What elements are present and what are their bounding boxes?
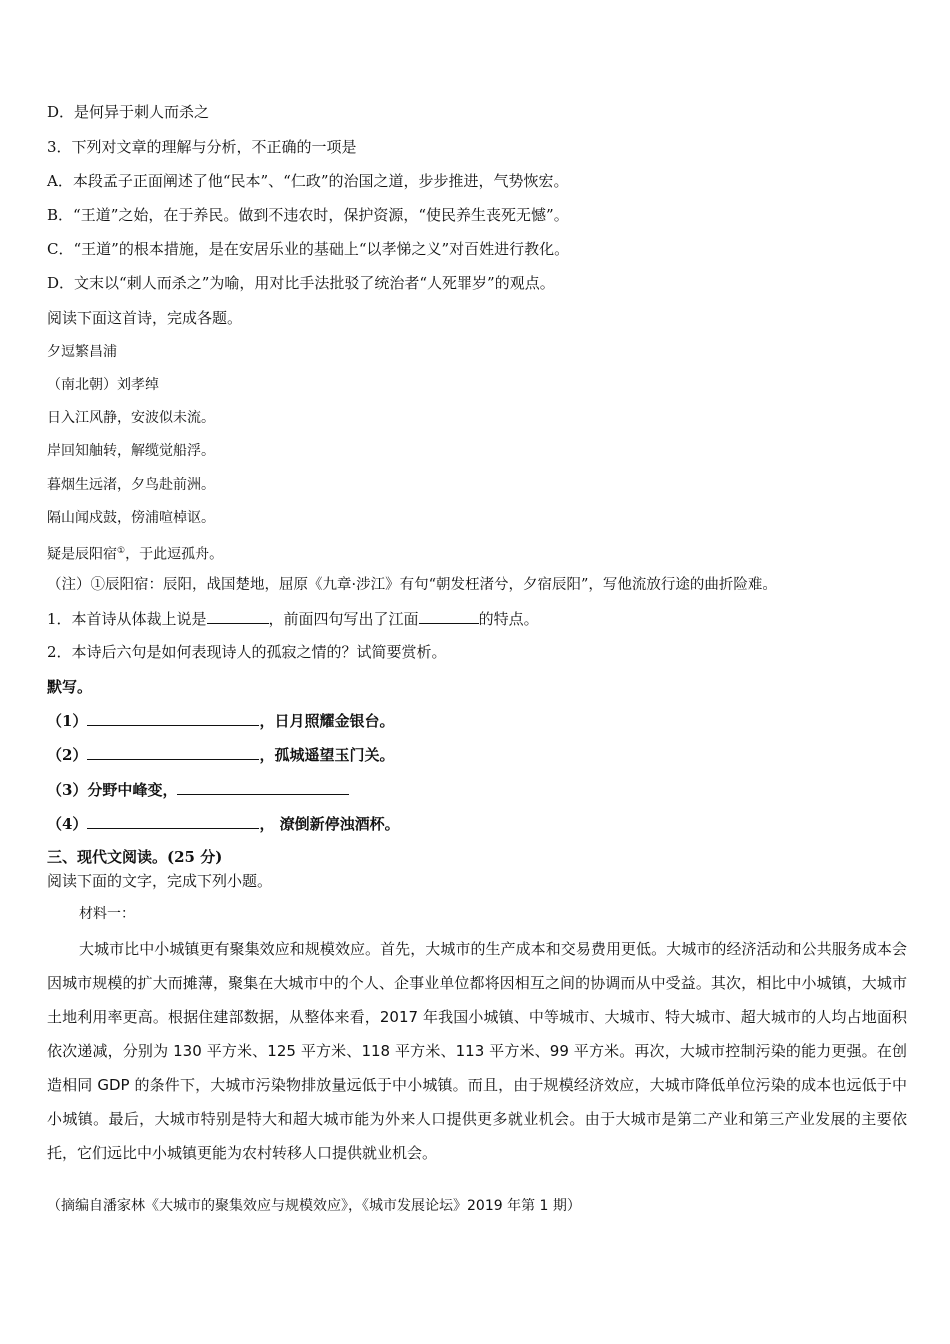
- option-b: B．“王道”之始，在于养民。做到不违农时，保护资源，“使民养生丧死无憾”。: [47, 206, 569, 224]
- dictation-blank[interactable]: [87, 813, 259, 829]
- dictation-item-3: （3）分野中峰变，: [47, 779, 349, 800]
- question-2: 2．本诗后六句是如何表现诗人的孤寂之情的？试简要赏析。: [47, 643, 447, 661]
- poem-line-1: 日入江风静，安波似未流。: [47, 410, 215, 426]
- footnote-mark: ①: [117, 546, 126, 556]
- poem-title: 夕逗繁昌浦: [47, 344, 117, 360]
- dictation-title: 默写。: [47, 678, 93, 696]
- option-a: A．本段孟子正面阐述了他“民本”、“仁政”的治国之道，步步推进，气势恢宏。: [47, 172, 569, 190]
- section-heading: 三、现代文阅读。(25 分): [47, 848, 223, 866]
- dictation-item-1: （1） ，日月照耀金银台。: [47, 712, 395, 730]
- question-3: 3．下列对文章的理解与分析，不正确的一项是: [47, 138, 357, 156]
- material-paragraph: 大城市比中小城镇更有聚集效应和规模效应。首先，大城市的生产成本和交易费用更低。大城市的经济活动和公共服务成本会因城市规模的扩大而摊薄，聚集在大城市中的个人、企事业单位都将因相互之间的协调而从中受益。其次，相比中小城镇，大城市土地利用率更高。根据住建部数据，从整体来看，2017 年我国小城镇、中等城市、大城市、特大城市、超大城市的人均占地面积依次递减，分别为 130 平方米、125 平方米、118 平方米、113 平方米、99 平方米。再次，大城市控制污染的能力更强。在创造相同 GDP 的条件下，大城市污染物排放量远低于中小城镇。而且，由于规模经济效应，大城市降低单位污染的成本也远低于中小城镇。最后，大城市特别是特大和超大城市能为外来人口提供更多就业机会。由于大城市是第二产业和第三产业发展的主要依托，它们远比中小城镇更能为农村转移人口提供就业机会。: [47, 940, 907, 1162]
- poem-note: （注）①辰阳宿：辰阳，战国楚地，屈原《九章·涉江》有句“朝发枉渚兮，夕宿辰阳”，写他流放行途的曲折险难。: [47, 577, 777, 593]
- dictation-blank[interactable]: [87, 744, 259, 760]
- section-instruction: 阅读下面的文字，完成下列小题。: [47, 872, 273, 890]
- poem-line-3: 暮烟生远渚，夕鸟赴前洲。: [47, 477, 215, 493]
- option-c: C．“王道”的根本措施，是在安居乐业的基础上“以孝悌之义”对百姓进行教化。: [47, 240, 570, 258]
- option-d: D．文末以“刺人而杀之”为喻，用对比手法批驳了统治者“人死罪岁”的观点。: [47, 274, 555, 292]
- poem-author: （南北朝）刘孝绰: [47, 377, 159, 393]
- dictation-blank[interactable]: [87, 710, 259, 726]
- poem-instruction: 阅读下面这首诗，完成各题。: [47, 309, 243, 327]
- question-1: 1．本首诗从体裁上说是 ，前面四句写出了江面 的特点。: [47, 610, 539, 628]
- dictation-blank[interactable]: [177, 779, 349, 795]
- poem-line-5: 疑是辰阳宿①，于此逗孤舟。: [47, 546, 224, 563]
- poem-line-2: 岸回知舳转，解缆觉船浮。: [47, 443, 215, 459]
- answer-blank[interactable]: [419, 608, 479, 624]
- answer-blank[interactable]: [207, 608, 269, 624]
- poem-line-4: 隔山闻戍鼓，傍浦喧棹讴。: [47, 510, 215, 526]
- dictation-item-2: （2） ，孤城遥望玉门关。: [47, 746, 395, 764]
- material-label: 材料一：: [79, 906, 135, 922]
- dictation-item-4: （4） ， 潦倒新停浊酒杯。: [47, 815, 400, 833]
- option-d-line: D．是何异于刺人而杀之: [47, 103, 210, 121]
- material-source: （摘编自潘家林《大城市的聚集效应与规模效应》，《城市发展论坛》2019 年第 1 期）: [47, 1198, 581, 1214]
